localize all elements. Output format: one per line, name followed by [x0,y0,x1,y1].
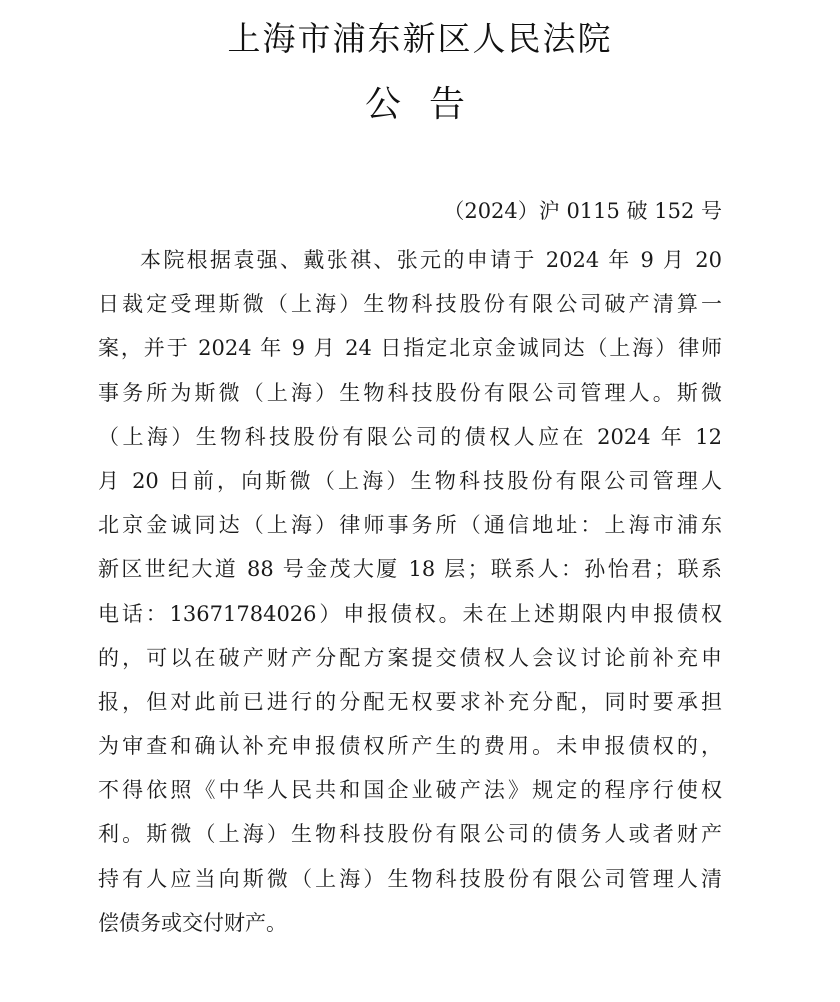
body-line: 为审查和确认补充申报债权所产生的费用。未申报债权的， [98,734,722,759]
body-line: 月 20 日前，向斯微（上海）生物科技股份有限公司管理人 [98,468,722,493]
case-number: （2024）沪 0115 破 152 号 [443,199,722,223]
body-line: 的，可以在破产财产分配方案提交债权人会议讨论前补充申 [98,645,722,670]
body-line: 案，并于 2024 年 9 月 24 日指定北京金诚同达（上海）律师 [98,336,722,361]
notice-title: 公告 [364,84,493,125]
body-line: 事务所为斯微（上海）生物科技股份有限公司管理人。斯微 [98,380,722,405]
body-line: （上海）生物科技股份有限公司的债权人应在 2024 年 12 [98,424,722,449]
body-line: 利。斯微（上海）生物科技股份有限公司的债务人或者财产 [98,822,722,847]
body-line: 电话：13671784026）申报债权。未在上述期限内申报债权 [98,601,722,626]
body-line: 偿债务或交付财产。 [98,910,287,935]
body-line: 日裁定受理斯微（上海）生物科技股份有限公司破产清算一 [98,292,722,317]
body-line: 新区世纪大道 88 号金茂大厦 18 层；联系人：孙怡君；联系 [98,557,722,582]
body-line: 持有人应当向斯微（上海）生物科技股份有限公司管理人清 [98,866,722,891]
notice-body [98,240,722,947]
body-line: 北京金诚同达（上海）律师事务所（通信地址：上海市浦东 [98,513,722,538]
court-name-heading: 上海市浦东新区人民法院 [227,19,613,58]
body-line: 报，但对此前已进行的分配无权要求补充分配，同时要承担 [98,689,722,714]
body-line: 本院根据袁强、戴张祺、张元的申请于 2024 年 9 月 20 [140,248,722,272]
body-line: 不得依照《中华人民共和国企业破产法》规定的程序行使权 [98,778,722,803]
